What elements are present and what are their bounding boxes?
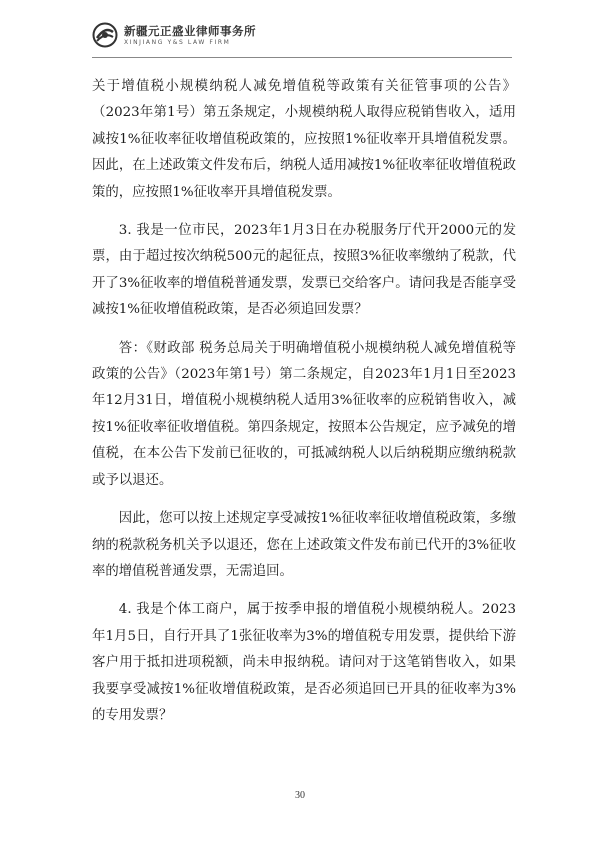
answer-3-conclusion: 因此，您可以按上述规定享受减按1%征收率征收增值税政策，多缴纳的税款税务机关予以退还，您在上述政策文件发布前已代开的3%征收率的增值税普通发票，无需追回。	[92, 511, 516, 579]
document-body	[92, 74, 516, 729]
page-number: 30	[295, 790, 305, 801]
header-divider	[92, 57, 512, 58]
answer-3: 答：《财政部 税务总局关于明确增值税小规模纳税人减免增值税等政策的公告》（2023年第1号）第二条规定，自2023年1月1日至2023年12月31日，增值税小规模纳税人适用3%征收率的应税销售收入，减按1%征收率征收增值税。第四条规定，按照本公告规定，应予减免的增值税，在本公告下发前已征收的，可抵减纳税人以后纳税期应缴纳税款或予以退还。	[92, 340, 516, 488]
question-3: 3. 我是一位市民，2023年1月3日在办税服务厅代开2000元的发票，由于超过按次纳税500元的起征点，按照3%征收率缴纳了税款，代开了3%征收率的增值税普通发票，发票已交给客户。请问我是否能享受减按1%征收增值税政策，是否必须追回发票？	[92, 223, 516, 318]
letterhead	[92, 18, 512, 54]
firm-name-en: XINJIANG Y&S LAW FIRM	[124, 39, 231, 46]
firm-logo-icon	[92, 22, 118, 48]
question-4: 4. 我是个体工商户，属于按季申报的增值税小规模纳税人。2023年1月5日，自行开具了1张征收率为3%的增值税专用发票，提供给下游客户用于抵扣进项税额，尚未申报纳税。请问对于这笔销售收入，如果我要享受减按1%征收增值税政策，是否必须追回已开具的征收率为3%的专用发票？	[92, 602, 516, 723]
firm-name-cn: 新疆元正盛业律师事务所	[124, 24, 256, 38]
paragraph-continued: 关于增值税小规模纳税人减免增值税等政策有关征管事项的公告》（2023年第1号）第五条规定，小规模纳税人取得应税销售收入，适用减按1%征收率征收增值税政策的，应按照1%征收率开具增值税发票。因此，在上述政策文件发布后，纳税人适用减按1%征收率征收增值税政策的，应按照1%征收率开具增值税发票。	[92, 79, 516, 200]
